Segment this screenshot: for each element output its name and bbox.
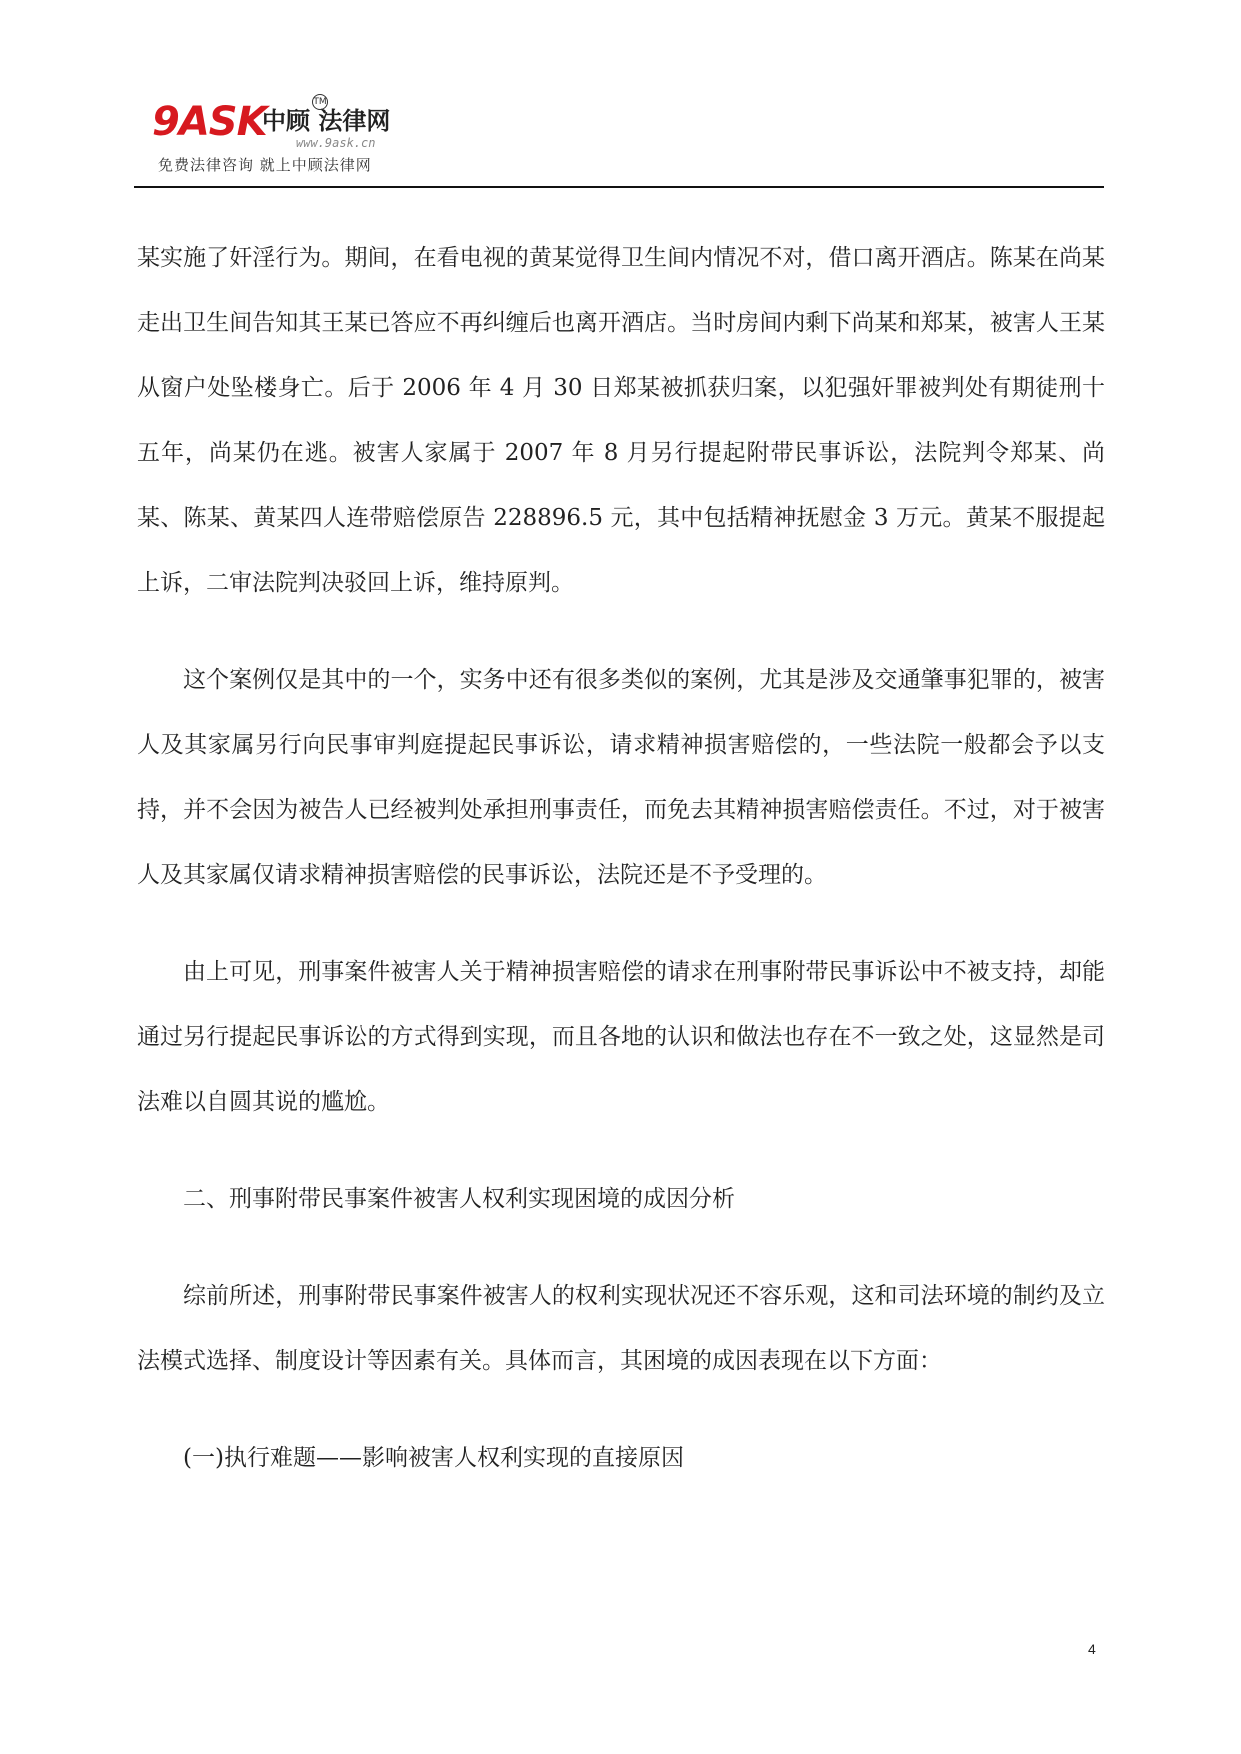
paragraph-conclusion: 由上可见，刑事案件被害人关于精神损害赔偿的请求在刑事附带民事诉讼中不被支持，却能通过另行提起民事诉讼的方式得到实现，而且各地的认识和做法也存在不一致之处，这显然是司法难以自圆其说的尴尬。 [137, 959, 1105, 1115]
page-header [134, 96, 1104, 188]
logo-mark: 9ASK [152, 99, 267, 145]
page-number: 4 [1088, 1641, 1096, 1657]
header-divider [134, 186, 1104, 188]
section-heading-2: 二、刑事附带民事案件被害人权利实现困境的成因分析 [183, 1186, 735, 1212]
logo-url: www.9ask.cn [296, 136, 376, 150]
trademark-icon: TM [312, 94, 328, 110]
logo-brand-name: 中顾 法律网 [262, 107, 391, 135]
document-body [137, 226, 1105, 1523]
paragraph-similar-cases: 这个案例仅是其中的一个，实务中还有很多类似的案例，尤其是涉及交通肇事犯罪的，被害人及其家属另行向民事审判庭提起民事诉讼，请求精神损害赔偿的，一些法院一般都会予以支持，并不会因为被告人已经被判处承担刑事责任，而免去其精神损害赔偿责任。不过，对于被害人及其家属仅请求精神损害赔偿的民事诉讼，法院还是不予受理的。 [137, 667, 1105, 888]
paragraph-causes-intro: 综前所述，刑事附带民事案件被害人的权利实现状况还不容乐观，这和司法环境的制约及立法模式选择、制度设计等因素有关。具体而言，其困境的成因表现在以下方面： [137, 1283, 1105, 1374]
subsection-heading-1: (一)执行难题——影响被害人权利实现的直接原因 [183, 1445, 684, 1471]
paragraph-case-continuation: 某实施了奸淫行为。期间，在看电视的黄某觉得卫生间内情况不对，借口离开酒店。陈某在尚某走出卫生间告知其王某已答应不再纠缠后也离开酒店。当时房间内剩下尚某和郑某，被害人王某从窗户处坠楼身亡。后于 2006 年 4 月 30 日郑某被抓获归案，以犯强奸罪被判处有期徒刑十五年，尚某仍在逃。被害人家属于 2007 年 8 月另行提起附带民事诉讼，法院判令郑某、尚某、陈某、黄某四人连带赔偿原告 228896.5 元，其中包括精神抚慰金 3 万元。黄某不服提起上诉，二审法院判决驳回上诉，维持原判。 [137, 245, 1105, 596]
9ask-logo [152, 96, 412, 176]
logo-slogan: 免费法律咨询 就上中顾法律网 [158, 156, 372, 174]
